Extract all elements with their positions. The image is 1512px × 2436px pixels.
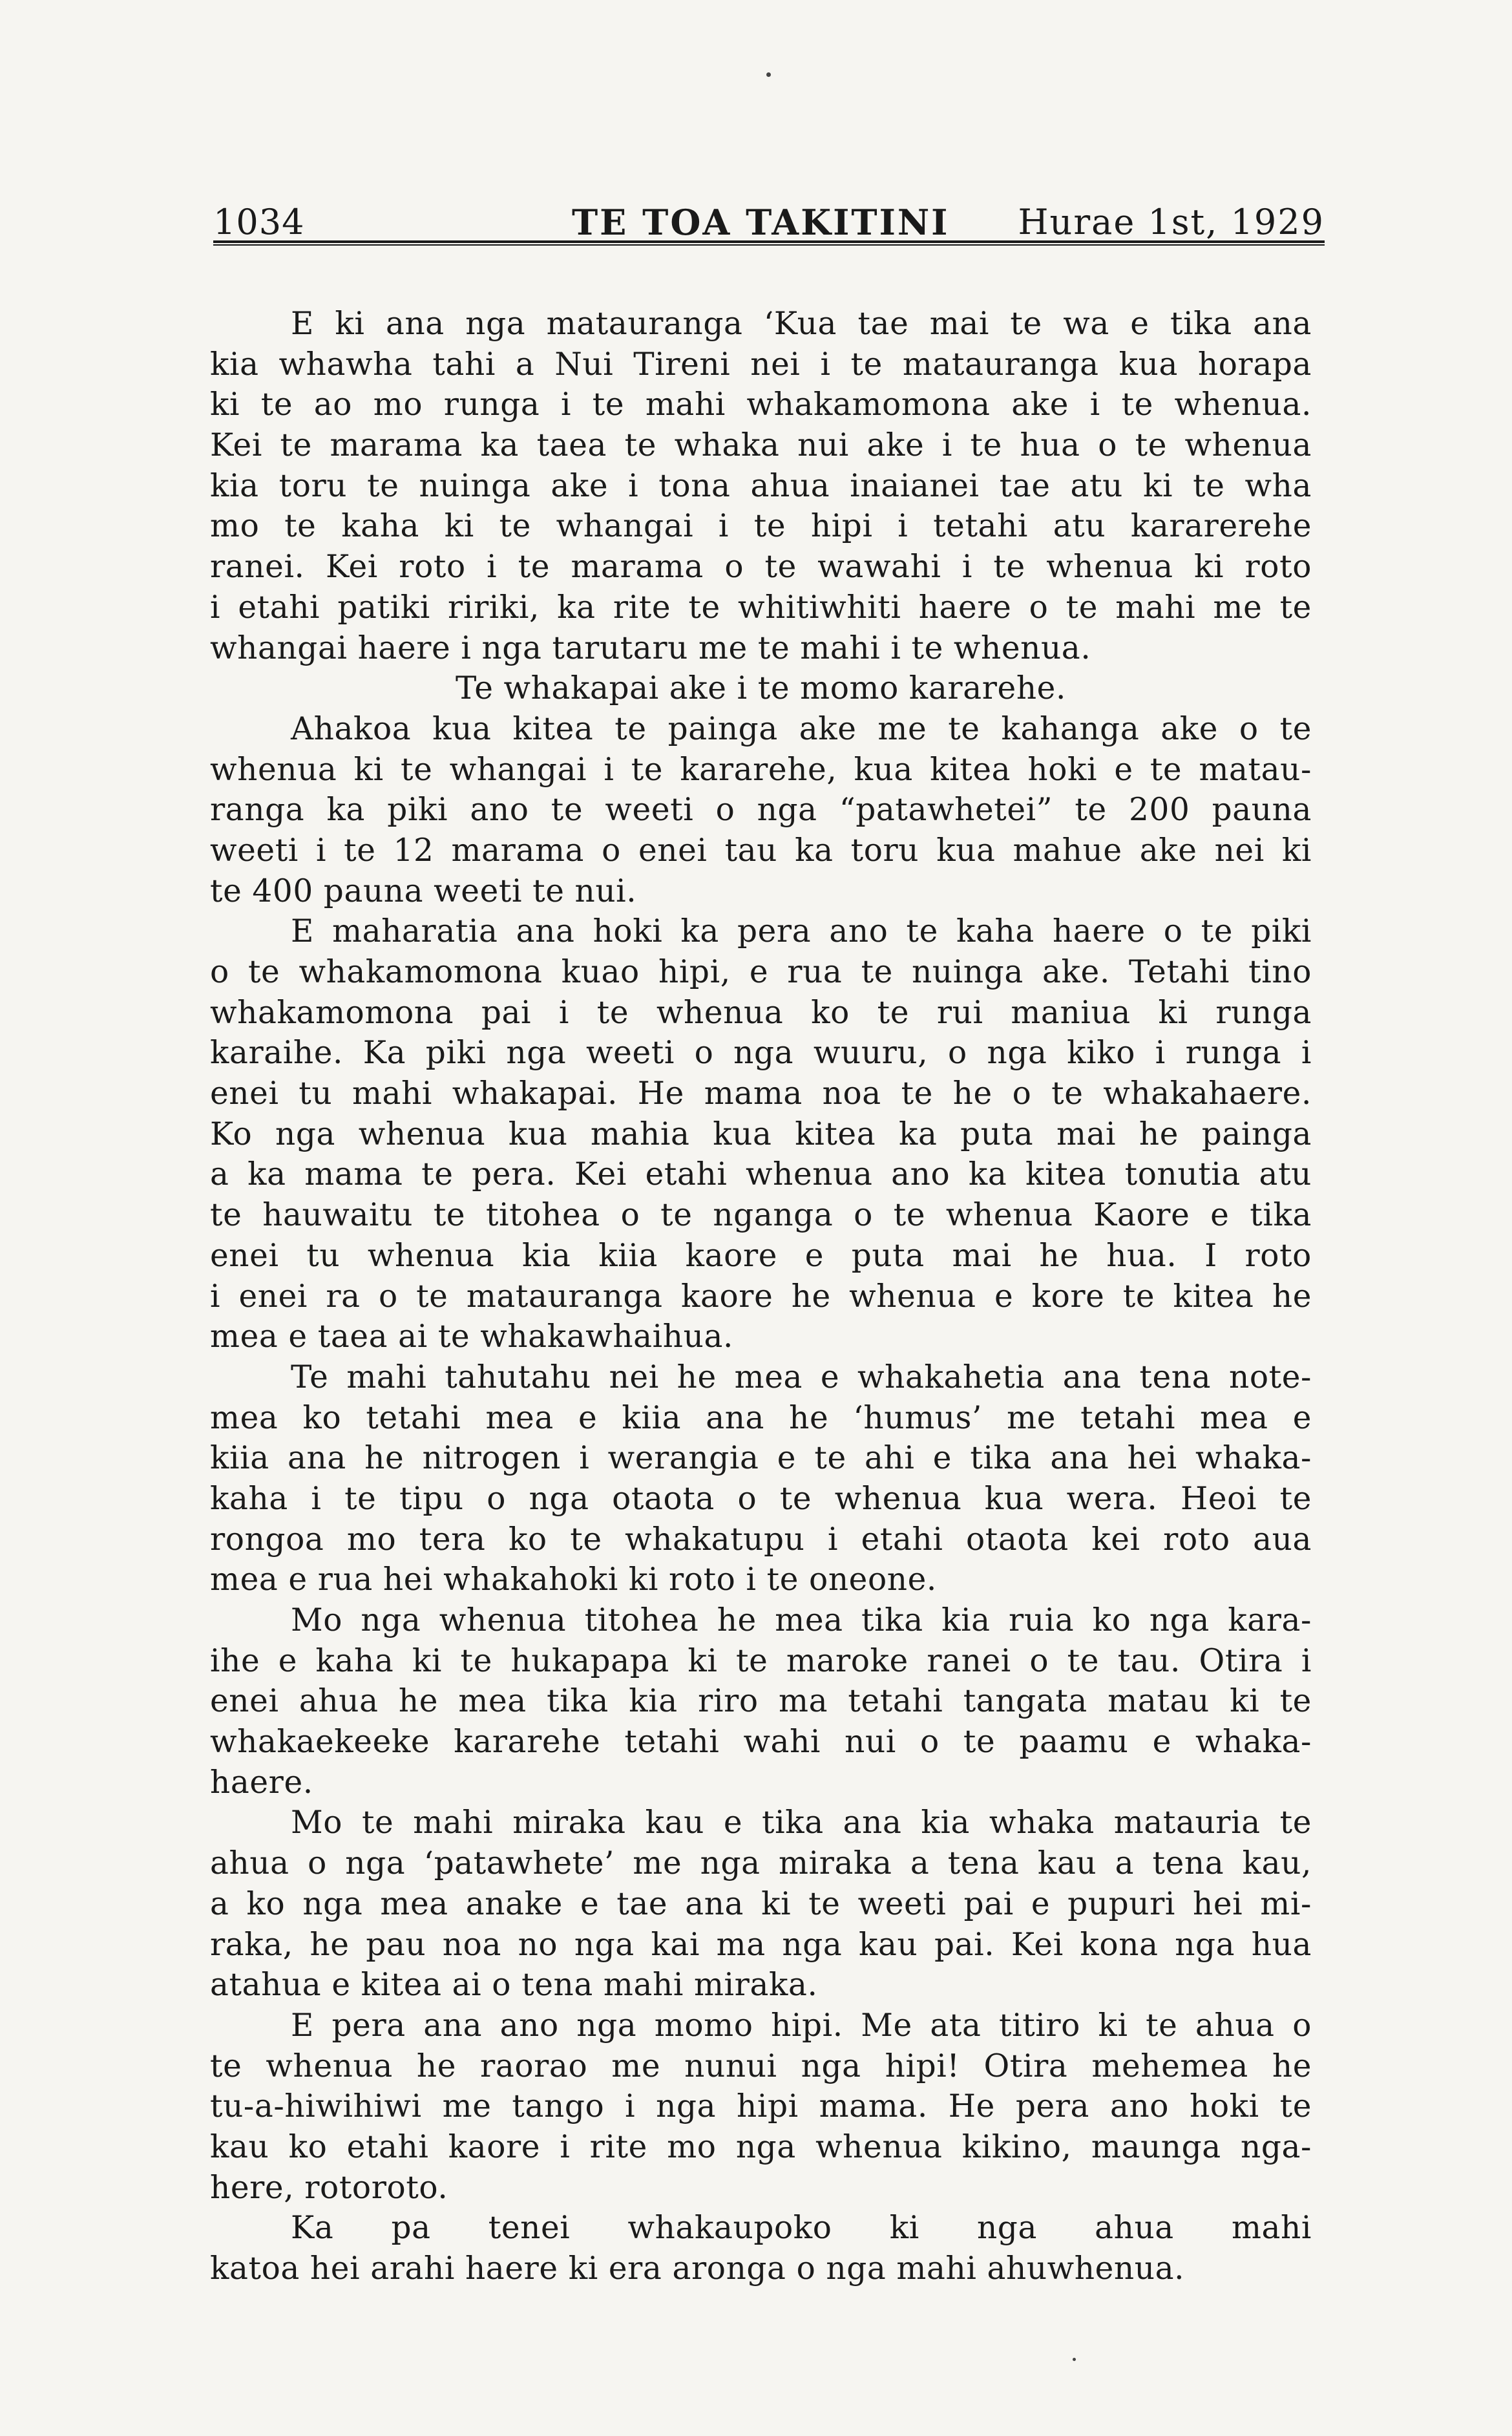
text-line: ranei. Kei roto i te marama o te wawahi i te whenua ki roto: [210, 549, 1312, 586]
text-line: ihe e kaha ki te hukapapa ki te maroke ranei o te tau. Otira i: [210, 1642, 1312, 1679]
text-line: Mo nga whenua titohea he mea tika kia ruia ko nga kara-: [291, 1602, 1312, 1638]
text-line: whangai haere i nga tarutaru me te mahi i te whenua.: [210, 630, 1091, 666]
text-line: ahua o nga ‘patawhete’ me nga miraka a tena kau a tena kau,: [210, 1845, 1312, 1882]
text-line: whakamomona pai i te whenua ko te rui maniua ki runga: [210, 994, 1312, 1031]
text-line: o te whakamomona kuao hipi, e rua te nuinga ake. Tetahi tino: [210, 954, 1312, 990]
text-line: a ko nga mea anake e tae ana ki te weeti pai e pupuri hei mi-: [210, 1885, 1312, 1922]
text-line: mea e rua hei whakahoki ki roto i te oneone.: [210, 1562, 937, 1598]
text-line: kaha i te tipu o nga otaota o te whenua kua wera. Heoi te: [210, 1480, 1312, 1517]
text-line: raka, he pau noa no nga kai ma nga kau pai. Kei kona nga hua: [210, 1926, 1312, 1963]
text-line: kia whawha tahi a Nui Tireni nei i te matauranga kua horapa: [210, 346, 1312, 383]
journal-title: TE TOA TAKITINI: [572, 202, 950, 243]
print-speck: [766, 72, 771, 77]
text-line: atahua e kitea ai o tena mahi miraka.: [210, 1967, 818, 2004]
text-line: kiia ana he nitrogen i werangia e te ahi e tika ana hei whaka-: [210, 1440, 1312, 1477]
text-line: Kei te marama ka taea te whaka nui ake i te hua o te whenua: [210, 427, 1312, 464]
text-line: ranga ka piki ano te weeti o nga “patawhetei” te 200 pauna: [210, 792, 1312, 829]
text-line: enei tu mahi whakapai. He mama noa te he o te whakahaere.: [210, 1075, 1312, 1112]
text-line: te 400 pauna weeti te nui.: [210, 873, 637, 909]
text-line: here, rotoroto.: [210, 2169, 448, 2206]
text-line: kia toru te nuinga ake i tona ahua inaianei tae atu ki te wha: [210, 467, 1312, 504]
text-line: mo te kaha ki te whangai i te hipi i tetahi atu kararerehe: [210, 508, 1312, 545]
print-speck: [1073, 2358, 1076, 2361]
text-line: enei ahua he mea tika kia riro ma tetahi tangata matau ki te: [210, 1683, 1312, 1720]
text-line: haere.: [210, 1764, 313, 1801]
text-line: i enei ra o te matauranga kaore he whenua e kore te kitea he: [210, 1278, 1312, 1315]
text-line: katoa hei arahi haere ki era aronga o nga mahi ahuwhenua.: [210, 2251, 1185, 2287]
section-heading: Te whakapai ake i te momo kararehe.: [456, 670, 1066, 707]
text-line: a ka mama te pera. Kei etahi whenua ano ka kitea tonutia atu: [210, 1156, 1312, 1193]
text-line: Ahakoa kua kitea te painga ake me te kahanga ake o te: [291, 710, 1312, 747]
text-line: whenua ki te whangai i te kararehe, kua kitea hoki e te matau-: [210, 751, 1312, 788]
text-line: tu-a-hiwihiwi me tango i nga hipi mama. He pera ano hoki te: [210, 2088, 1312, 2125]
article-body: [210, 304, 1312, 2289]
text-line: mea e taea ai te whakawhaihua.: [210, 1319, 733, 1355]
page-number: 1034: [213, 202, 305, 242]
text-line: mea ko tetahi mea e kiia ana he ‘humus’ me tetahi mea e: [210, 1399, 1312, 1436]
text-line: te hauwaitu te titohea o te nganga o te whenua Kaore e tika: [210, 1197, 1312, 1234]
text-line: te whenua he raorao me nunui nga hipi! Otira mehemea he: [210, 2048, 1312, 2084]
text-line: whakaekeeke kararehe tetahi wahi nui o te paamu e whaka-: [210, 1724, 1312, 1761]
issue-date: Hurae 1st, 1929: [1018, 202, 1325, 242]
text-line: Te mahi tahutahu nei he mea e whakahetia ana tena note-: [291, 1359, 1312, 1395]
text-line: ki te ao mo runga i te mahi whakamomona ake i te whenua.: [210, 387, 1312, 423]
text-line: E maharatia ana hoki ka pera ano te kaha haere o te piki: [291, 913, 1312, 950]
running-header: [213, 194, 1325, 246]
text-line: rongoa mo tera ko te whakatupu i etahi otaota kei roto aua: [210, 1521, 1312, 1558]
text-line: E pera ana ano nga momo hipi. Me ata titiro ki te ahua o: [291, 2007, 1312, 2044]
text-line: E ki ana nga matauranga ‘Kua tae mai te wa e tika ana: [291, 306, 1312, 342]
text-line: weeti i te 12 marama o enei tau ka toru kua mahue ake nei ki: [210, 832, 1312, 869]
text-line: Ka pa tenei whakaupoko ki nga ahua mahi: [291, 2210, 1312, 2247]
text-line: karaihe. Ka piki nga weeti o nga wuuru, o nga kiko i runga i: [210, 1035, 1312, 1072]
header-rule: [213, 240, 1325, 246]
text-line: enei tu whenua kia kiia kaore e puta mai he hua. I roto: [210, 1237, 1312, 1274]
text-line: i etahi patiki ririki, ka rite te whitiwhiti haere o te mahi me te: [210, 589, 1312, 626]
text-line: kau ko etahi kaore i rite mo nga whenua kikino, maunga nga-: [210, 2128, 1312, 2165]
text-line: Ko nga whenua kua mahia kua kitea ka puta mai he painga: [210, 1116, 1312, 1152]
text-line: Mo te mahi miraka kau e tika ana kia whaka matauria te: [291, 1805, 1312, 1841]
